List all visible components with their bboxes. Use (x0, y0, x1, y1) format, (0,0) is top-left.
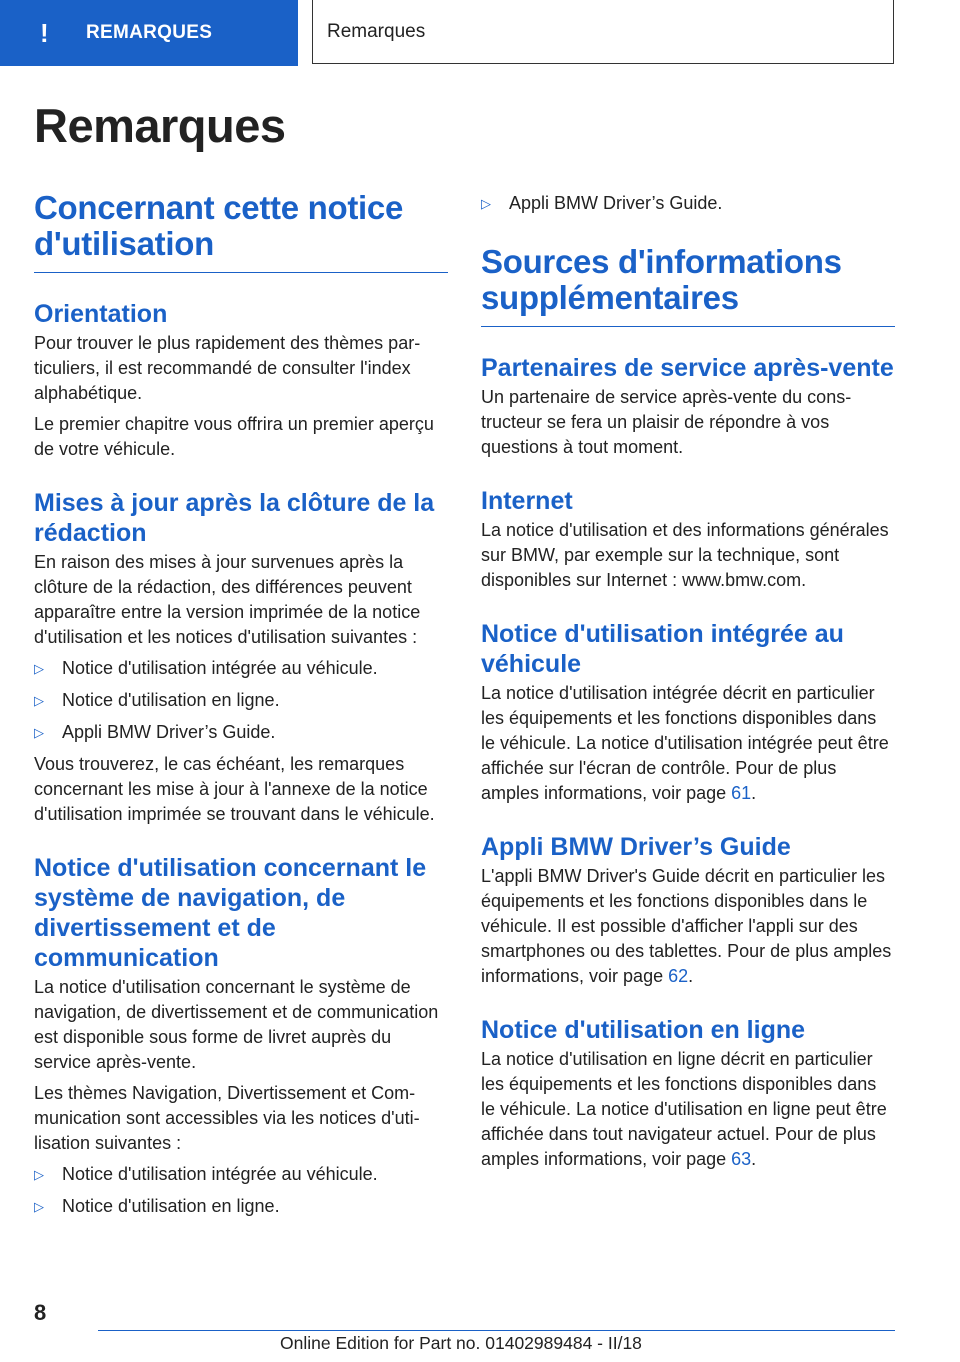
paragraph: Le premier chapitre vous offrira un premier aperçu de votre véhicule. (34, 414, 434, 459)
triangle-bullet-icon: ▷ (34, 1167, 44, 1182)
triangle-bullet-icon: ▷ (34, 725, 44, 740)
page-link[interactable]: 61 (731, 783, 752, 803)
footer-divider (98, 1330, 895, 1331)
subheading-internet: Internet (481, 487, 573, 515)
bullet-list (481, 191, 895, 216)
triangle-bullet-icon: ▷ (34, 693, 44, 708)
subheading-app: Appli BMW Driver’s Guide (481, 833, 791, 861)
chapter-tab-active[interactable] (0, 0, 298, 66)
list-item: ▷ Notice d'utilisation en ligne. (34, 688, 448, 713)
chapter-tab-label: REMARQUES (86, 22, 213, 43)
subheading-online: Notice d'utilisation en ligne (481, 1016, 806, 1044)
bullet-list (34, 1162, 448, 1219)
section-tab[interactable] (312, 0, 894, 64)
paragraph: La notice d'utilisation et des informations générales sur BMW, par exemple sur la technique, sont disponibles sur Internet : www.bmw.com. (481, 520, 889, 590)
right-column (481, 193, 895, 1178)
triangle-bullet-icon: ▷ (481, 196, 491, 211)
paragraph: La notice d'utilisation intégrée décrit en particulier les équipements et les fonctions disponibles dans le véhicule. La notice d'utilisation intégrée peut être affichée sur l'écran de contrôle. Pour de plus amples informations, voir page 61. (481, 683, 889, 803)
paragraph: L'appli BMW Driver's Guide décrit en particulier les équipements et les fonctions disponibles dans le véhicule. Il est possible d'afficher l'appli sur des smartphones ou des tablettes. Pour de plus amples informations, voir page 62. (481, 866, 892, 986)
paragraph: La notice d'utilisation en ligne décrit en particulier les équipements et les fonctions disponibles dans le véhicule. La notice d'utilisation en ligne peut être affichée dans tout navigateur actuel. Pour de plus amples informations, voir page 63. (481, 1049, 887, 1169)
page-number: 8 (34, 1300, 47, 1325)
page-link[interactable]: 62 (668, 966, 689, 986)
triangle-bullet-icon: ▷ (34, 1199, 44, 1214)
list-item: ▷ Notice d'utilisation intégrée au véhicule. (34, 656, 448, 681)
section-tab-label: Remarques (327, 20, 426, 42)
subheading-orientation: Orientation (34, 300, 168, 328)
bullet-list (34, 656, 448, 745)
paragraph: Pour trouver le plus rapidement des thèmes particuliers, il est recommandé de consulter l'index alphabétique. (34, 333, 421, 403)
section-heading-sources: Sources d'informations supplémentaires (481, 244, 895, 327)
paragraph: Un partenaire de service après-vente du constructeur se fera un plaisir de répondre à vos questions à tout moment. (481, 387, 852, 457)
paragraph: En raison des mises à jour survenues après la clôture de la rédaction, des différences peuvent apparaître entre la version imprimée de la notice d'utilisation et les notices d'utilisation suivantes : (34, 552, 421, 647)
exclamation-icon: ! (40, 17, 49, 48)
triangle-bullet-icon: ▷ (34, 661, 44, 676)
subheading-integrated: Notice d'utilisation intégrée au véhicule (481, 620, 844, 678)
paragraph: Vous trouverez, le cas échéant, les remarques concernant les mise à jour à l'annexe de la notice d'utilisation imprimée se trouvant dans le véhicule. (34, 754, 435, 824)
page-link[interactable]: 63 (731, 1149, 752, 1169)
footer-edition: Online Edition for Part no. 01402989484 - II/18 (280, 1333, 642, 1353)
page-title: Remarques (34, 99, 286, 152)
chapter-tab-bar (0, 0, 960, 66)
paragraph: Les thèmes Navigation, Divertissement et Communication sont accessibles via les notices d'utilisation suivantes : (34, 1083, 420, 1153)
subheading-partners: Partenaires de service après-vente (481, 354, 894, 382)
subheading-navigation: Notice d'utilisation concernant le système de navigation, de divertissement et de communication (34, 854, 427, 972)
list-item: ▷ Appli BMW Driver’s Guide. (34, 720, 448, 745)
subheading-updates: Mises à jour après la clôture de la rédaction (34, 489, 435, 547)
list-item: ▷ Notice d'utilisation en ligne. (34, 1194, 448, 1219)
list-item: ▷ Appli BMW Driver’s Guide. (481, 191, 895, 216)
paragraph: La notice d'utilisation concernant le système de navigation, de divertissement et de communication est disponible sous forme de livret auprès du service après-vente. (34, 977, 439, 1072)
left-column (34, 190, 448, 1226)
section-heading-notice: Concernant cette notice d'utilisation (34, 190, 448, 273)
list-item: ▷ Notice d'utilisation intégrée au véhicule. (34, 1162, 448, 1187)
